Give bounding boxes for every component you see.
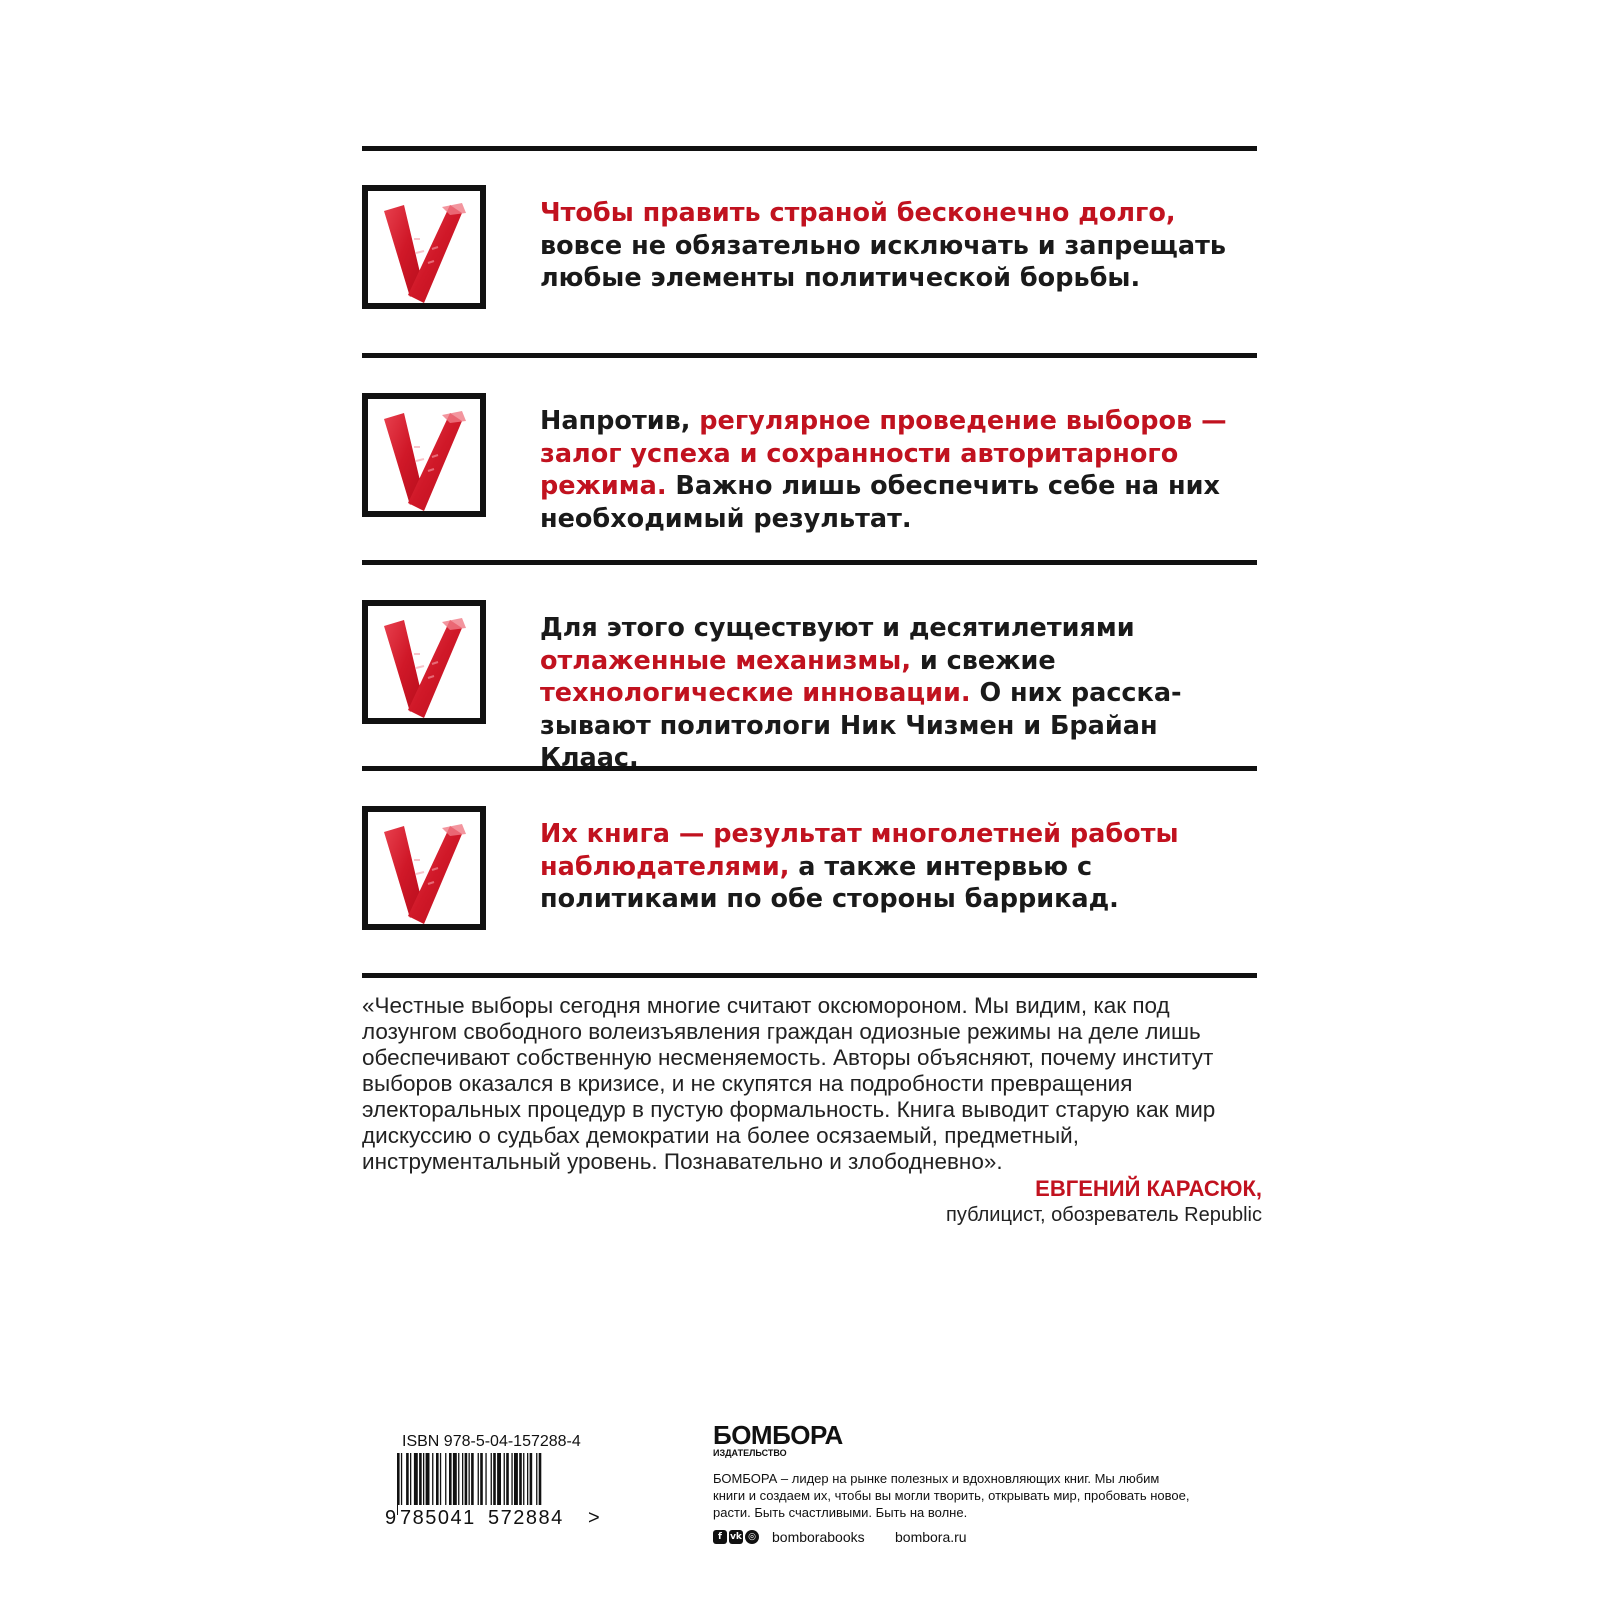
checkbox-frame [362,806,486,930]
publisher-website[interactable]: bombora.ru [895,1529,967,1545]
barcode-digit-first: 9 [385,1507,397,1529]
publisher-logo: БОМБОРА [713,1420,843,1450]
publisher-subtitle: ИЗДАТЕЛЬСТВО [713,1448,787,1458]
quote-author: ЕВГЕНИЙ КАРАСЮК, [1035,1176,1262,1201]
barcode-digits-right: 572884 [488,1507,564,1529]
highlight-text: Чтобы править страной бесконечно долго, [540,198,1176,228]
red-checkmark-icon [380,820,472,928]
body-text: вовсе не обязательно исключать и запрещать любые элементы политической борьбы. [540,230,1226,293]
checkbox-frame [362,393,486,517]
red-checkmark-icon [380,199,472,307]
vk-icon[interactable]: vk [730,1532,742,1542]
divider-line [362,973,1257,978]
review-quote: «Честные выборы сегодня многие считают оксюмороном. Мы видим, как под лозунгом свободного волеизъявления граждан одиозные режимы на деле лишь обеспечивают собственную несменяемость. Авторы объясняют, почему институт выборов оказался в кризисе, и не скупятся на подробности превращения электоральных процедур в пустую формальность. Книга выводит старую как мир дискуссию о судьбах демократии на более осязаемый, предметный, инструментальный уровень. Познавательно и злободневно». [362,993,1216,1174]
highlight-text: Их книга — результат многолетней работы наблюдателями, [540,819,1179,882]
body-text: а также интервью с политиками по обе стороны баррикад. [540,851,1119,914]
divider-line [362,560,1257,565]
barcode-digits-left: 785041 [400,1507,476,1529]
checkbox-frame [362,185,486,309]
body-text: Для этого существуют и десятилетиями [540,613,1135,643]
social-icons [713,1530,759,1544]
barcode-end-mark: > [588,1507,600,1529]
bullet-text [540,818,1260,916]
bullet-text [540,612,1260,775]
bullet-text [540,197,1260,295]
divider-line [362,146,1257,151]
body-text: Важно лишь обеспечить себе на них необходимый результат. [540,471,1220,534]
divider-line [362,353,1257,358]
social-handle[interactable]: bomborabooks [772,1529,865,1545]
facebook-icon[interactable]: f [713,1530,727,1544]
body-text: Напротив, [540,406,700,436]
instagram-icon[interactable]: ◎ [745,1530,759,1544]
checkbox-frame [362,600,486,724]
highlight-text: отлаженные механизмы, [540,645,912,676]
publisher-description: БОМБОРА – лидер на рынке полезных и вдохновляющих книг. Мы любим книги и создаем их, чтобы вы могли творить, открывать мир, пробовать новое, расти. Быть счастливыми. Быть на волне. [713,1471,1190,1520]
body-text: и свежие [911,645,1056,676]
highlight-text: регулярное проведение выборов — залог успеха и сохранности авторитарного режима. [540,406,1227,501]
quote-author-role: публицист, обозреватель Republic [946,1204,1262,1226]
red-checkmark-icon [380,407,472,515]
isbn-label: ISBN 978-5-04-157288-4 [402,1433,581,1450]
highlight-text: технологические инновации. [540,678,971,708]
bullet-text [540,405,1260,535]
red-checkmark-icon [380,614,472,722]
body-text: О них расска-зывают политологи Ник Чизмен и Брайан Клаас. [540,678,1182,773]
